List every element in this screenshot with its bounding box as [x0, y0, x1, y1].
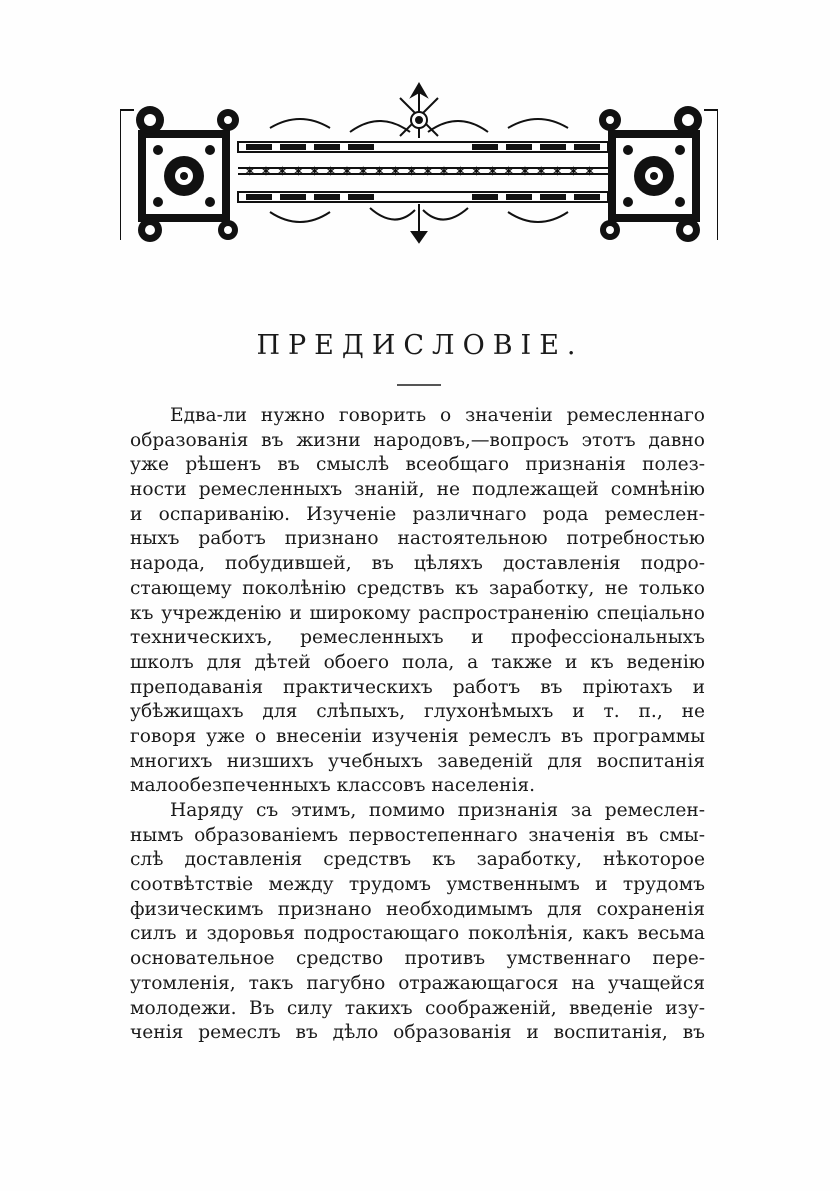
text-line: утомленія, такъ пагубно отражающагося на учащейся — [130, 972, 705, 994]
text-line: ныхъ работъ признано настоятельною потребностью — [130, 528, 705, 550]
text-line: и оспариванію. Изученіе различнаго рода ремеслен- — [130, 503, 705, 525]
text-line: Едва-ли нужно говорить о значеніи ремесленнаго — [170, 405, 705, 426]
text-line: ности ремесленныхъ знаній, не подлежащей сомнѣнію — [130, 479, 705, 501]
text-line: силъ и здоровья подростающаго поколѣнія, какъ весьма — [130, 923, 705, 945]
text-line: техническихъ, ремесленныхъ и профессіональныхъ — [130, 627, 705, 649]
text-line: образованія въ жизни народовъ,—вопросъ этотъ давно — [130, 429, 705, 451]
text-line: школъ для дѣтей обоего пола, а также и къ веденію — [130, 651, 705, 673]
text-line: къ учрежденію и широкому распространенію спеціально — [130, 602, 705, 624]
svg-text:✶ ✶ ✶ ✶ ✶ ✶ ✶ ✶ ✶ ✶ ✶ ✶ ✶ ✶ ✶: ✶ ✶ ✶ ✶ ✶ ✶ ✶ ✶ ✶ ✶ ✶ ✶ ✶ ✶ ✶ ✶ ✶ ✶ ✶ ✶ ✶ ✶ — [244, 164, 596, 180]
text-line: малообезпеченныхъ классовъ населенія. — [130, 775, 536, 797]
ornamental-headpiece — [120, 80, 718, 245]
title-divider — [397, 384, 441, 386]
body-text — [130, 404, 705, 1046]
text-line: ченія ремеслъ въ дѣло образованія и воспитанія, въ — [130, 1022, 705, 1044]
text-line: уже рѣшенъ въ смыслѣ всеобщаго признанія полез- — [130, 454, 705, 476]
text-line: народа, побудившей, въ цѣляхъ доставленія подро- — [130, 553, 705, 575]
text-line: стающему поколѣнію средствъ къ заработку, не только — [130, 577, 705, 599]
text-line: физическимъ признано необходимымъ для сохраненія — [130, 898, 705, 920]
central-finial — [270, 84, 568, 138]
text-line: нымъ образованіемъ первостепеннаго значенія въ смы- — [130, 824, 705, 846]
text-line: молодежи. Въ силу такихъ соображеній, введеніе изу- — [130, 997, 705, 1019]
text-line: слѣ доставленія средствъ къ заработку, нѣкоторое — [130, 849, 705, 871]
text-line: основательное средство противъ умственнаго пере- — [130, 948, 705, 970]
text-line: преподаванія практическихъ работъ въ пріютахъ и — [130, 676, 705, 698]
text-line: говоря уже о внесеніи изученія ремеслъ въ программы — [130, 725, 705, 747]
text-line: соотвѣтствіе между трудомъ умственнымъ и трудомъ — [130, 874, 705, 896]
text-line: убѣжищахъ для слѣпыхъ, глухонѣмыхъ и т. п., не — [130, 701, 705, 723]
text-line: Наряду съ этимъ, помимо признанія за ремеслен- — [170, 800, 705, 821]
page-title: ПРЕДИСЛОВІЕ. — [256, 330, 584, 361]
left-corner-ornament — [136, 106, 239, 242]
text-line: многихъ низшихъ учебныхъ заведеній для воспитанія — [130, 750, 705, 772]
right-corner-ornament — [599, 106, 702, 242]
